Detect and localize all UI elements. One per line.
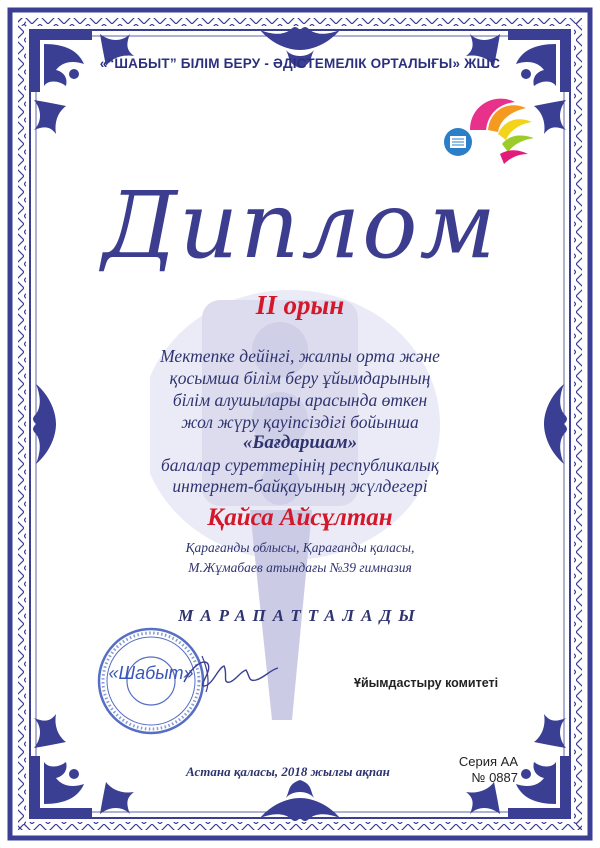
contest-name: «Бағдаршам»	[242, 432, 358, 453]
series-block	[452, 754, 518, 786]
body-line: білім алушылары арасында өткен	[172, 390, 428, 410]
body-line: балалар суреттерінің республикалық	[160, 455, 440, 475]
winner-name: Қайса Айсұлтан	[207, 504, 393, 531]
body-line: Мектепке дейінгі, жалпы орта және	[160, 346, 440, 366]
location-line: Қарағанды облысы, Қарағанды қаласы,	[185, 540, 415, 555]
diploma-title: Диплом	[102, 172, 498, 279]
series-number: № 0887	[471, 770, 518, 785]
stamp-label: «Шабыт»	[108, 663, 194, 683]
body-line: жол жүру қауіпсіздігі бойынша	[181, 412, 419, 432]
signature	[178, 646, 288, 696]
body-line: интернет-байқауының жүлдегері	[172, 476, 428, 496]
organizing-committee: Ұйымдастыру комитеті	[354, 676, 499, 690]
city-date: Астана қаласы, 2018 жылғы ақпан	[186, 764, 390, 779]
place-label: II орын	[255, 290, 345, 320]
location-line: М.Жұмабаев атындағы №39 гимназия	[188, 560, 412, 575]
series-label: Серия АА	[458, 754, 518, 769]
awarded-label: МАРАПАТТАЛАДЫ	[178, 606, 422, 625]
organization-name: «“ШАБЫТ” БІЛІМ БЕРУ - ӘДІСТЕМЕЛІК ОРТАЛЫҒЫ» ЖШС	[99, 56, 501, 71]
shabyt-logo-icon	[440, 90, 540, 170]
body-line: қосымша білім беру ұйымдарының	[169, 368, 431, 388]
